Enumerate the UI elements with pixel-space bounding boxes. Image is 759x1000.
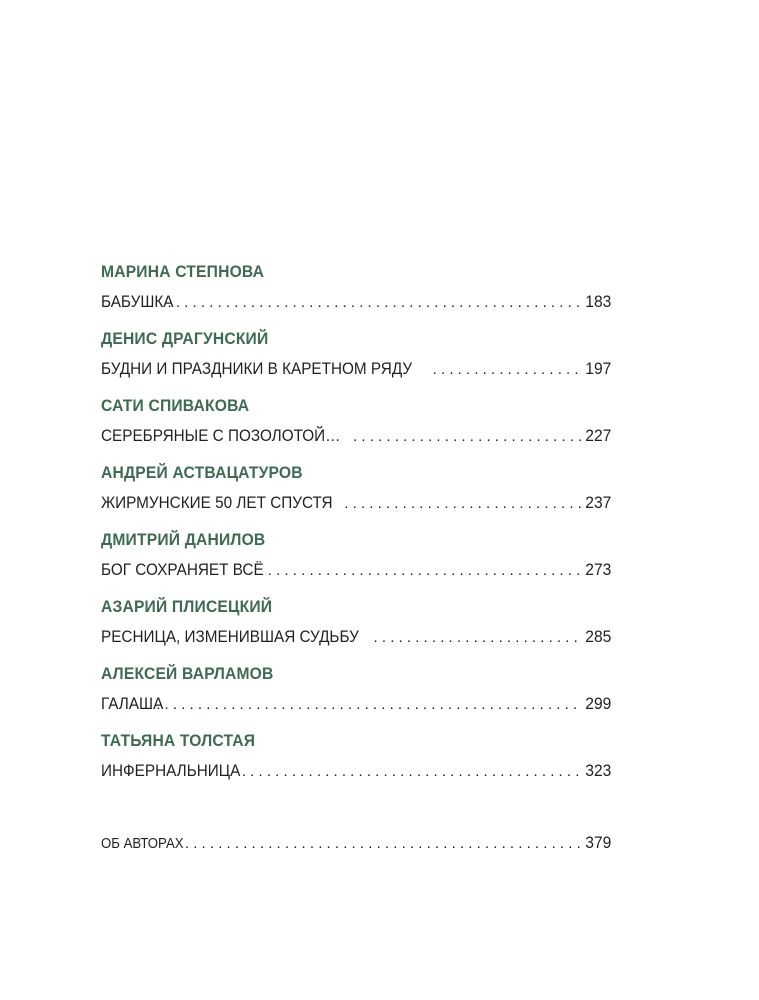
page-number: 227 <box>584 426 611 445</box>
dot-leader <box>185 829 581 859</box>
dot-leader <box>168 288 581 318</box>
author-name: САТИ СПИВАКОВА <box>101 396 250 415</box>
author-name: АЗАРИЙ ПЛИСЕЦКИЙ <box>101 597 273 616</box>
author-name: ДМИТРИЙ ДАНИЛОВ <box>101 530 266 549</box>
dot-leader <box>353 422 581 452</box>
page-number: 237 <box>584 493 611 512</box>
toc-entry <box>101 257 611 324</box>
toc-line <box>101 756 611 793</box>
toc-line <box>101 354 611 391</box>
toc-line <box>101 555 611 592</box>
author-name: АЛЕКСЕЙ ВАРЛАМОВ <box>101 664 274 683</box>
about-authors-title: ОБ АВТОРАХ <box>101 835 184 852</box>
page-number: 379 <box>584 833 611 852</box>
dot-leader <box>268 556 581 586</box>
work-title: СЕРЕБРЯНЫЕ С ПОЗОЛОТОЙ… <box>101 426 341 445</box>
toc-entry <box>101 726 611 793</box>
author-name: ДЕНИС ДРАГУНСКИЙ <box>101 329 269 348</box>
work-title: ИНФЕРНАЛЬНИЦА <box>101 761 241 780</box>
page-number: 299 <box>584 694 611 713</box>
author-name: ТАТЬЯНА ТОЛСТАЯ <box>101 731 256 750</box>
toc-entry <box>101 592 611 659</box>
toc-line <box>101 287 611 324</box>
work-title: БУДНИ И ПРАЗДНИКИ В КАРЕТНОМ РЯДУ <box>101 359 413 378</box>
author-name: МАРИНА СТЕПНОВА <box>101 262 265 281</box>
toc-line <box>101 421 611 458</box>
dot-leader <box>374 623 581 653</box>
toc-line <box>101 488 611 525</box>
author-name: АНДРЕЙ АСТВАЦАТУРОВ <box>101 463 303 482</box>
dot-leader <box>156 690 580 720</box>
page-number: 273 <box>584 560 611 579</box>
page-number: 323 <box>584 761 611 780</box>
work-title: ЖИРМУНСКИЕ 50 ЛЕТ СПУСТЯ <box>101 493 333 512</box>
about-authors-line <box>101 828 611 859</box>
toc-entry <box>101 525 611 592</box>
table-of-contents <box>101 257 611 793</box>
work-title: БАБУШКА <box>101 292 174 311</box>
toc-entry <box>101 659 611 726</box>
work-title: РЕСНИЦА, ИЗМЕНИВШАЯ СУДЬБУ <box>101 627 359 646</box>
work-title: БОГ СОХРАНЯЕТ ВСЁ <box>101 560 264 579</box>
dot-leader <box>344 489 580 519</box>
toc-line <box>101 689 611 726</box>
page-number: 285 <box>584 627 611 646</box>
work-title: ГАЛАША <box>101 694 164 713</box>
dot-leader <box>242 757 581 787</box>
dot-leader <box>433 355 581 385</box>
toc-entry <box>101 391 611 458</box>
page-number: 183 <box>584 292 611 311</box>
toc-entry <box>101 324 611 391</box>
page-number: 197 <box>584 359 611 378</box>
toc-line <box>101 622 611 659</box>
toc-entry <box>101 458 611 525</box>
